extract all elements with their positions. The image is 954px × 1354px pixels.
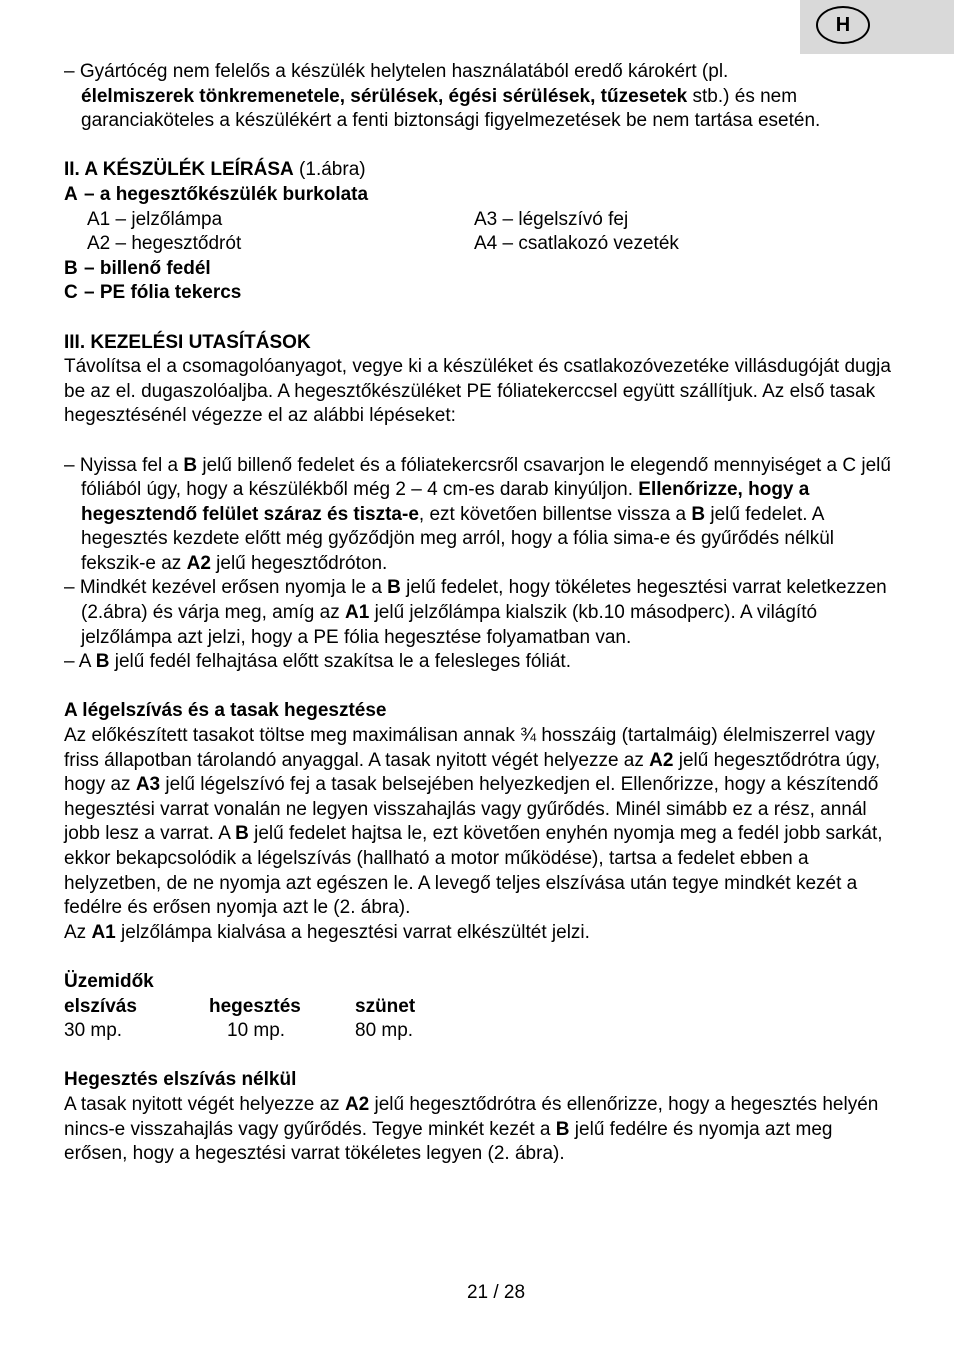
step-text: – Mindkét kezével erősen nyomja le a (64, 577, 388, 599)
no-suction-title: Hegesztés elszívás nélkül (64, 1069, 297, 1091)
times-value-pause: 80 mp. (355, 1020, 414, 1042)
times-table (64, 995, 894, 1044)
times-header-welding: hegesztés (209, 995, 301, 1017)
step-text: jelű fedelet, hogy tökéletes hegesztési varrat keletkezzen (2.ábra) és várja meg, amíg az (81, 577, 887, 624)
step-bold: B (691, 503, 706, 525)
suction-bold: B (235, 823, 249, 845)
intro-text-end: stb.) és nem garanciaköteles a készülékért a fenti biztonsági figyelmezetések be nem tartása esetén. (81, 85, 821, 132)
step-bold: A1 (345, 602, 370, 624)
operation-intro: Távolítsa el a csomagolóanyagot, vegye ki a készüléket és csatlakozóvezetéke villásdugóját dugja be az el. dugaszolóaljba. A hegesztőkészüléket PE fóliatekerccsel együtt szállítjuk. Az első tasak hegesztésénél végezze el az alábbi lépéseket: (64, 356, 891, 427)
suction-note (64, 921, 894, 946)
times-title: Üzemidők (64, 970, 154, 992)
step-text: jelű fedél felhajtása előtt szakítsa le a felesleges fóliát. (109, 651, 571, 673)
part-c (64, 281, 894, 306)
suction-paragraph (64, 724, 894, 921)
part-c-text: – PE fólia tekercs (84, 282, 242, 304)
step-text: , ezt követően billentse vissza a (418, 503, 692, 525)
step-text: – A (64, 651, 96, 673)
times-header-suction: elszívás (64, 995, 137, 1017)
step-text: jelű billenő fedelet és a fóliatekercsről csavarjon le elegendő mennyiséget a C jelű fóliából úgy, hogy a készülékből még 2 – 4 cm-es darab kinyúljon. (81, 454, 891, 501)
step-bold: B (387, 577, 401, 599)
part-a-text: – a hegesztőkészülék burkolata (84, 183, 369, 205)
no-suction-bold: B (555, 1118, 570, 1140)
step-text: jelű fedelet. A hegesztés kezdete előtt még győződjön meg arról, hogy a fólia sima-e és gyűrődés nélkül fekszik-e az (81, 503, 835, 574)
suction-text: jelű légelszívó fej a tasak belsejében helyezkedjen el. Ellenőrizze, hogy a készítendő hegesztési varrat vonalán ne legyen visszahajlás vagy gyűrődés. Minél simább ez a rész, annál jobb lesz a varrat. A (64, 774, 879, 845)
part-a1: A1 – jelzőlámpa (87, 208, 223, 230)
no-suction-bold: A2 (344, 1093, 370, 1115)
suction-text: jelzőlámpa kialvása a hegesztési varrat elkészültét jelzi. (115, 921, 590, 943)
page-content (64, 60, 894, 1167)
step-bold: B (183, 454, 198, 476)
language-badge: H (816, 6, 870, 44)
operation-title: III. KEZELÉSI UTASÍTÁSOK (64, 331, 311, 353)
step-bold: A2 (186, 552, 211, 574)
step-2 (64, 576, 894, 650)
parts-row-2 (64, 232, 894, 257)
language-tab (800, 0, 954, 54)
step-text: – Nyissa fel a (64, 454, 184, 476)
suction-bold: A2 (649, 749, 674, 771)
part-c-label: C (64, 282, 78, 304)
step-text: jelű jelzőlámpa kialszik (kb.10 másodperc). A világító jelzőlámpa azt jelzi, hogy a PE fólia hegesztése folyamatban van. (81, 602, 818, 648)
times-header-pause: szünet (355, 995, 416, 1017)
step-1 (64, 454, 894, 577)
part-b (64, 257, 894, 282)
part-a3: A3 – légelszívó fej (474, 208, 629, 230)
part-b-text: – billenő fedél (84, 257, 211, 279)
no-suction-text: A tasak nyitott végét helyezze az (64, 1093, 345, 1115)
part-a-label: A (64, 183, 78, 205)
no-suction-text: jelű fedélre és nyomja azt meg erősen, hogy a hegesztési varrat tökéletes legyen (2. ábra). (64, 1118, 833, 1165)
times-value-welding: 10 mp. (227, 1020, 286, 1042)
suction-title: A légelszívás és a tasak hegesztése (64, 700, 387, 722)
intro-text: – Gyártócég nem felelős a készülék helytelen használatából eredő károkért (pl. (64, 61, 729, 82)
step-text: jelű hegesztődróton. (210, 552, 388, 574)
suction-bold: A1 (91, 921, 116, 943)
intro-bold: élelmiszerek tönkremenetele, sérülések, égési sérülések, tűzesetek (81, 85, 688, 107)
suction-text: jelű hegesztődrótra úgy, hogy az (64, 749, 881, 796)
no-suction-text: jelű hegesztődrótra és ellenőrizze, hogy a hegesztés helyén nincs-e visszahajlás vagy gyűrődés. Tegye minkét kezét a (64, 1093, 879, 1140)
page-number: 21 / 28 (466, 1282, 526, 1303)
suction-bold: A3 (135, 774, 161, 796)
description-title-ref: (1.ábra) (293, 159, 366, 181)
parts-row-1 (64, 208, 894, 233)
part-a2: A2 – hegesztődrót (87, 233, 242, 255)
times-value-suction: 30 mp. (64, 1020, 123, 1042)
no-suction-paragraph (64, 1093, 894, 1167)
part-a4: A4 – csatlakozó vezeték (474, 233, 679, 255)
part-b-label: B (64, 257, 78, 279)
step-bold: Ellenőrizze, hogy a hegesztendő felület száraz és tiszta-e (81, 479, 810, 525)
description-title: II. A KÉSZÜLÉK LEÍRÁSA (64, 159, 294, 181)
intro-paragraph (64, 60, 894, 134)
part-a (64, 183, 894, 208)
suction-text: Az (64, 921, 92, 943)
suction-text: Az előkészített tasakot töltse meg maximálisan annak ¾ hosszáig (tartalmáig) élelmiszerrel vagy friss állapotban tárolandó anyaggal. A tasak nyitott végét helyezze az (64, 725, 876, 771)
description-heading (64, 158, 894, 183)
step-bold: B (95, 651, 110, 673)
step-3 (64, 650, 894, 675)
suction-text: jelű fedelet hajtsa le, ezt követően enyhén nyomja meg a fedél jobb sarkát, ekkor bekapcsolódik a légelszívás (hallható a motor működése), tartsa a fedelet ebben a helyzetben, de ne nyomja azt egészen le. A levegő teljes elszívása után tegye mindkét kezét a fedélre és erősen nyomja azt le (2. ábra). (64, 823, 883, 919)
